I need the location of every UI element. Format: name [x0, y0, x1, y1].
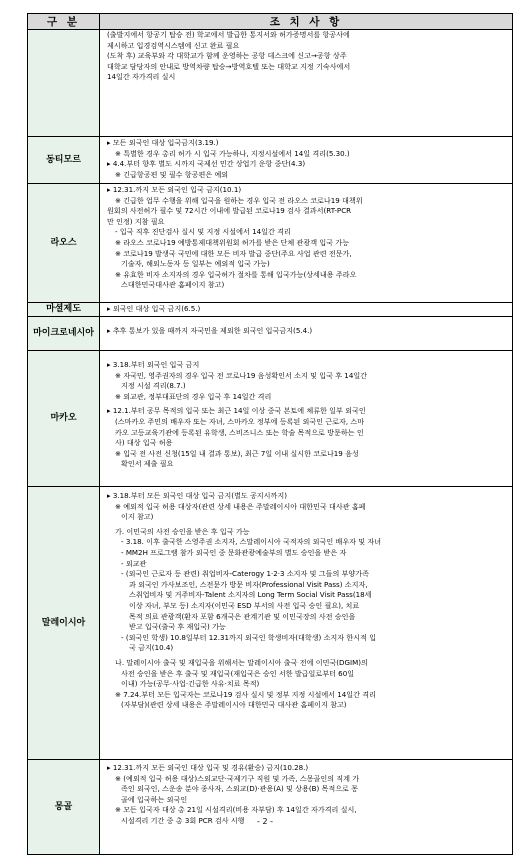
measure-text-line: 받고 입국(출국 후 재입국) 가능 — [129, 622, 226, 632]
measure-text-line: ※ 자국민, 영주권자의 경우 입국 전 코로나19 음성확인서 소지 및 입국 후 14일간 — [115, 370, 368, 380]
measure-text-line: ※ 외교관, 정부대표단의 경우 입국 후 14일간 격리 — [115, 391, 272, 401]
header-category: 구 분 — [28, 14, 100, 30]
measures-cell — [100, 30, 513, 137]
measure-text-line: ※ 예외적 입국 허용 대상자(관련 상세 내용은 주말레이시아 대한민국 대사관 홈페 — [115, 501, 366, 511]
measure-text-line: 시설격리 기간 중 총 3회 PCR 검사 시행 — [121, 815, 245, 825]
measure-text-line: 나. 말레이시아 출국 및 재입국을 위해서는 말레이시아 출국 전에 이민국(DGIM)의 — [115, 657, 368, 667]
measure-text-line: ※ (예외적 입국 허용 대상)스외교단·국제기구 직원 및 가족, 스몽골인의 직계 가 — [115, 773, 360, 783]
table-row — [28, 317, 513, 351]
header-measures: 조 치 사 항 — [100, 14, 513, 30]
measure-text-line: ※ 입국 전 사전 신청(15일 내 결과 통보), 최근 7일 이내 실시한 코로나19 음성 — [115, 448, 359, 458]
measures-cell — [100, 760, 513, 855]
measures-cell — [100, 303, 513, 317]
country-name-cell: 마이크로네시아 — [28, 317, 100, 351]
country-name-cell: 말레이시아 — [28, 487, 100, 760]
measure-text-line: 가. 이민국의 사전 승인을 받은 후 입국 가능 — [115, 526, 250, 536]
table-header-row — [28, 14, 513, 30]
measure-text-line: ▸ 12.31.까지 모든 외국인 대상 입국 및 경유(환승) 금지(10.28.) — [107, 763, 309, 772]
measure-text-line: 국 금지(10.4) — [129, 643, 174, 653]
measure-text-line: (도착 후) 교육부와 각 대학교가 함께 운영하는 공항 데스크에 신고→공항 상주 — [107, 51, 347, 61]
table-row — [28, 184, 513, 303]
measure-text-line: 카오 고등교육기관에 등록된 유학생, 스비즈니스 또는 학술 목적으로 방문하는 인 — [115, 427, 364, 437]
country-name-cell: 마카오 — [28, 351, 100, 487]
measure-text-line: 이내) 가능(공무·사업·긴급한 사유·치료 목적) — [121, 679, 260, 689]
measures-cell — [100, 184, 513, 303]
measures-table — [27, 13, 513, 855]
measure-text-line: ※ 긴급항공편 및 필수 항공편은 예외 — [115, 169, 229, 179]
measure-text-line: 족인 외국인, 스운송 분야 종사자, 스외교(D)·관용(A) 및 상용(B) 목적으로 몽 — [121, 784, 359, 794]
measure-text-line: ※ 라오스 코로나19 예방통제대책위원회 허가를 받은 단체 관광객 입국 가능 — [115, 237, 349, 247]
table-row — [28, 303, 513, 317]
table-row — [28, 351, 513, 487]
measure-text-line: 골에 입국하는 외국인 — [121, 794, 188, 804]
measure-text-line: 대학교 담당자의 안내로 방역차량 탑승→방역호텔 또는 대학교 지정 기숙사에서 — [107, 61, 351, 71]
measure-text-line: - 3.18. 이후 출국한 스영주권 소지자, 스말레이시아 국적자의 외국인 배우자 및 자녀 — [121, 537, 382, 547]
table-body — [28, 30, 513, 855]
measure-text-line: ▸ 추후 통보가 있을 때까지 자국민을 제외한 외국인 입국금지(5.4.) — [107, 326, 313, 335]
measure-text-line: - 입국 직후 진단검사 실시 및 지정 시설에서 14일간 격리 — [115, 227, 291, 237]
measure-text-line: 사전 승인을 받은 후 출국 및 재입국(재입국은 승인 서한 발급일로부터 60일 — [121, 668, 355, 678]
measure-text-line: (출발지에서 항공기 탑승 전) 학교에서 발급한 통지서와 허가증명서를 항공사에 — [107, 30, 350, 39]
measure-text-line: ※ 코로나19 발생국 국민에 대한 모든 비자 발급 중단(주요 사업 관련 전문가, — [115, 248, 352, 258]
measure-text-line: ▸ 외국인 대상 입국 금지(6.5.) — [107, 304, 201, 313]
table-row — [28, 487, 513, 760]
table-row — [28, 137, 513, 184]
page-number: - 2 - — [257, 817, 273, 826]
measure-text-line: - (외국인 학생) 10.8일부터 12.31까지 외국인 학생비자(대학생) 소지자 한시적 입 — [121, 632, 377, 642]
measure-text-line: 스대한민국대사관 홈페이지 참고) — [121, 280, 225, 290]
measure-text-line: ※ 7.24.부터 모든 입국자는 코로나19 검사 실시 및 정부 지정 시설에서 14일간 격리 — [115, 689, 376, 699]
measure-text-line: ▸ 4.4.부터 향후 별도 시까지 국제선 민간 상업기 운항 중단(4.3) — [107, 159, 306, 169]
measure-text-line: ※ 유효한 비자 소지자의 경우 입국허가 절차를 통해 입국가능(상세내용 주라오 — [115, 269, 357, 279]
measure-text-line: 목적 의료 관광객(환자 포함 6개국은 관계기관 및 이민국장의 사전 승인을 — [129, 611, 356, 621]
measure-text-line: 기술자, 해외노동자 등 일부는 예외적 입국 가능) — [121, 259, 270, 269]
measure-text-line: 지정 시설 격리(8.7.) — [121, 381, 186, 391]
measure-text-line: ▸ 모든 외국인 대상 입국금지(3.19.) — [107, 138, 219, 147]
measure-text-line: ※ 특별한 경우 총리 허가 시 입국 가능하나, 지정시설에서 14일 격리(5.30.) — [115, 148, 350, 158]
country-name-cell: 동티모르 — [28, 137, 100, 184]
measure-text-line: 원회의 사전허가 필수 및 72시간 이내에 발급된 코로나19 검사 결과서(RT-PCR — [107, 206, 352, 216]
measure-text-line: 이상 자녀, 부모 등) 소지자(이민국 ESD 부서의 사전 입국 승인 필요), 치료 — [129, 600, 360, 610]
measure-text-line: ▸ 3.18.부터 외국인 입국 금지 — [107, 360, 200, 369]
measure-text-line: (자부담)(관련 상세 내용은 주말레이시아 대한민국 대사관 홈페이지 참고) — [121, 700, 347, 710]
measures-cell — [100, 351, 513, 487]
document-body — [27, 13, 512, 855]
measure-text-line: - 외교관 — [121, 558, 147, 568]
measure-text-line: ▸ 12.31.까지 모든 외국인 입국 금지(10.1) — [107, 185, 242, 194]
measure-text-line: 만 인정) 지참 필요 — [107, 216, 165, 226]
country-name-cell: 라오스 — [28, 184, 100, 303]
measure-text-line: ▸ 3.18.부터 모든 외국인 대상 입국 금지(별도 공지시까지) — [107, 491, 287, 500]
measure-text-line: 과 외국인 가사보조인, 스전문가 방문 비자(Professional Visit Pass) 소지자, — [129, 579, 368, 589]
measure-text-line: - MM2H 프로그램 참가 외국인 중 문화관광예술부의 별도 승인을 받은 자 — [121, 547, 347, 557]
measure-text-line: ※ 모든 입국자 대상 총 21일 시설격리(비용 자부담) 후 14일간 자가격리 실시, — [115, 805, 357, 815]
measure-text-line: 14일간 자가격리 실시 — [107, 72, 176, 82]
country-name-cell — [28, 30, 100, 137]
table-row — [28, 760, 513, 855]
country-name-cell: 마셜제도 — [28, 303, 100, 317]
measure-text-line: 스취업비자 및 거주비자-Talent 소지자의 Long Term Social Visit Pass(18세 — [129, 590, 372, 600]
country-name-cell: 몽골 — [28, 760, 100, 855]
measures-cell — [100, 137, 513, 184]
measure-text-line: 이지 참고) — [121, 512, 154, 522]
measures-cell — [100, 487, 513, 760]
measures-cell — [100, 317, 513, 351]
measure-text-line: 사) 대상 입국 허용 — [115, 438, 173, 448]
table-row — [28, 30, 513, 137]
measure-text-line: 제시하고 입경검역시스템에 신고 완료 필요 — [107, 40, 240, 50]
measure-text-line: (스마카오 주민의 배우자 또는 자녀, 스마카오 정부에 등록된 외국인 근로자, 스마 — [115, 416, 365, 426]
measure-text-line: 확인서 제출 필요 — [121, 459, 174, 469]
measure-text-line: ▸ 12.1.부터 공무 목적의 입국 또는 최근 14일 이상 중국 본토에 체류한 일부 외국인 — [107, 406, 366, 416]
measure-text-line: - (외국인 근로자 등 관련) 취업비자-Caterogy 1·2·3 소지자 및 그들의 부양가족 — [121, 569, 369, 579]
measure-text-line: ※ 긴급한 업무 수행을 위해 입국을 원하는 경우 입국 전 라오스 코로나19 대책위 — [115, 195, 363, 205]
